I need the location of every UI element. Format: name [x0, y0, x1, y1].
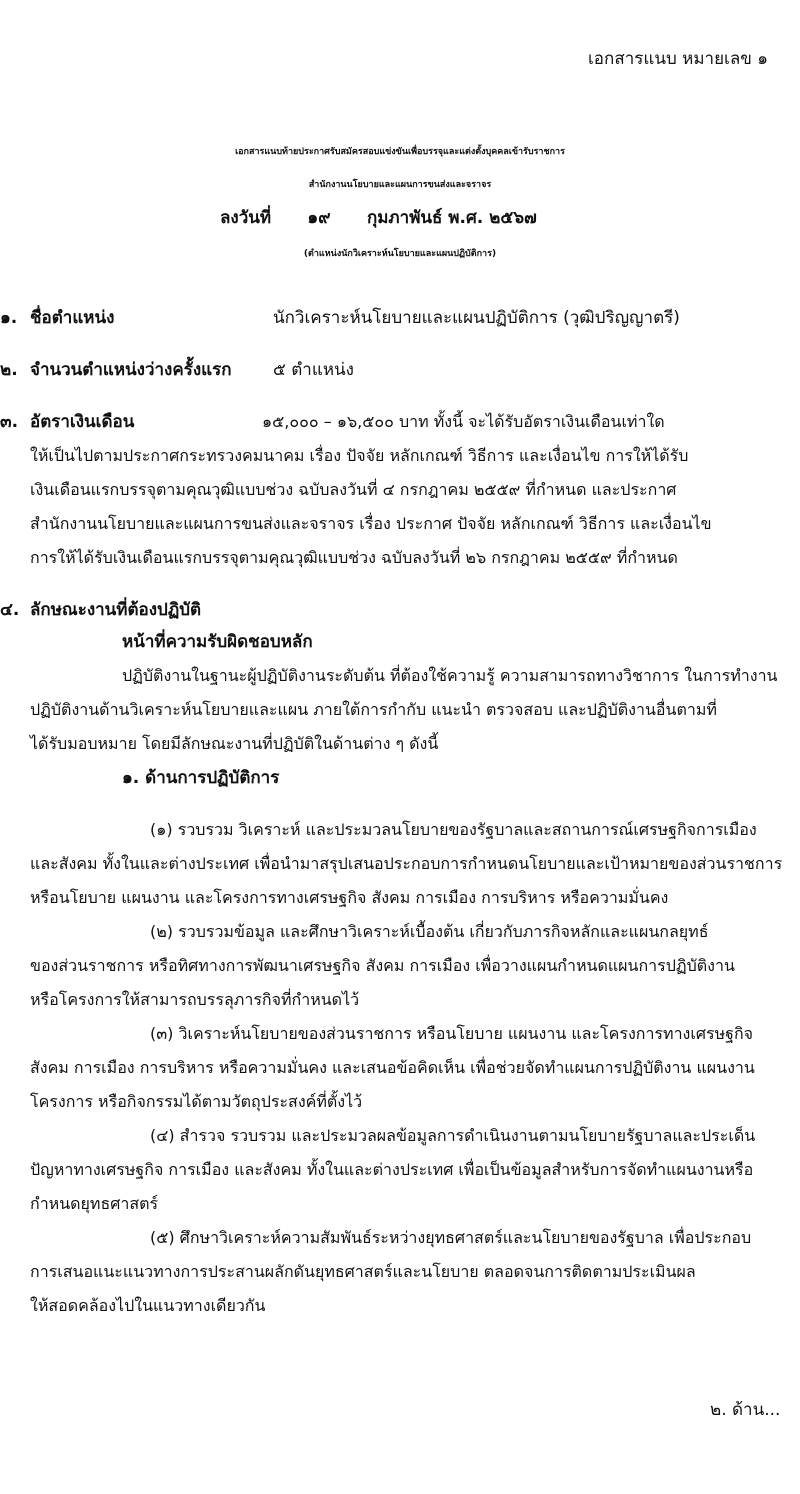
item-2-line-1: (๒) รวบรวมข้อมูล และศึกษาวิเคราะห์เบื้องต้น เกี่ยวกับภารกิจหลักและแผนกลยุทธ์	[150, 922, 709, 941]
intro-line-1: ปฏิบัติงานในฐานะผู้ปฏิบัติงานระดับต้น ที่ต้องใช้ความรู้ ความสามารถทางวิชาการ ในการทำงาน	[122, 666, 778, 685]
item-2-line-3: หรือโครงการให้สามารถบรรลุภารกิจที่กำหนดไว้	[30, 990, 360, 1009]
page-continuation: ๒. ด้าน...	[710, 1400, 781, 1420]
item-3-line-1: (๓) วิเคราะห์นโยบายของส่วนราชการ หรือนโยบาย แผนงาน และโครงการทางเศรษฐกิจ	[150, 1024, 754, 1043]
intro-line-2: ปฏิบัติงานด้านวิเคราะห์นโยบายและแผน ภายใต้การกำกับ แนะนำ ตรวจสอบ และปฏิบัติงานอื่นตามที่	[30, 700, 717, 719]
section-2-label: จำนวนตำแหน่งว่างครั้งแรก	[30, 360, 232, 380]
item-5-line-3: ให้สอดคล้องไปในแนวทางเดียวกัน	[30, 1296, 266, 1315]
attachment-number-label: เอกสารแนบ หมายเลข ๑	[588, 49, 769, 69]
responsibilities-subheading: หน้าที่ความรับผิดชอบหลัก	[122, 632, 313, 652]
heading-position: (ตำแหน่งนักวิเคราะห์นโยบายและแผนปฏิบัติการ)	[303, 249, 497, 259]
salary-range-text: ๑๕,๐๐๐ – ๑๖,๕๐๐ บาท ทั้งนี้ จะได้รับอัตราเงินเดือนเท่าใด	[262, 412, 665, 431]
heading-agency: สำนักงานนโยบายและแผนการขนส่งและจราจร	[308, 180, 492, 190]
heading-date	[220, 206, 537, 230]
section-3-number: ๓.	[0, 412, 19, 432]
item-1-line-2: และสังคม ทั้งในและต่างประเทศ เพื่อนำมาสรุปเสนอประกอบการกำหนดนโยบายและเป้าหมายของส่วนราชการ	[30, 854, 783, 873]
salary-text-line-5: การให้ได้รับเงินเดือนแรกบรรจุตามคุณวุฒิแบบช่วง ฉบับลงวันที่ ๒๖ กรกฎาคม ๒๕๕๙ ที่กำหนด	[30, 548, 678, 567]
item-5-line-1: (๕) ศึกษาวิเคราะห์ความสัมพันธ์ระหว่างยุทธศาสตร์และนโยบายของรัฐบาล เพื่อประกอบ	[150, 1228, 752, 1247]
item-3-line-2: สังคม การเมือง การบริหาร หรือความมั่นคง และเสนอข้อคิดเห็น เพื่อช่วยจัดทำแผนการปฏิบัติงาน แผนงาน	[30, 1058, 755, 1077]
item-4-line-2: ปัญหาทางเศรษฐกิจ การเมือง และสังคม ทั้งในและต่างประเทศ เพื่อเป็นข้อมูลสำหรับการจัดทำแผนงานหรือ	[30, 1160, 754, 1179]
salary-text-line-3: เงินเดือนแรกบรรจุตามคุณวุฒิแบบช่วง ฉบับลงวันที่ ๔ กรกฎาคม ๒๕๕๙ ที่กำหนด และประกาศ	[30, 480, 677, 499]
date-month-year: กุมภาพันธ์ พ.ศ. ๒๕๖๗	[366, 208, 537, 228]
salary-text-line-4: สำนักงานนโยบายและแผนการขนส่งและจราจร เรื่อง ประกาศ ปัจจัย หลักเกณฑ์ วิธีการ และเงื่อนไข	[30, 514, 712, 533]
item-2-line-2: ของส่วนราชการ หรือทิศทางการพัฒนาเศรษฐกิจ สังคม การเมือง เพื่อวางแผนกำหนดแผนการปฏิบัติงาน	[30, 956, 735, 975]
section-1-value: นักวิเคราะห์นโยบายและแผนปฏิบัติการ (วุฒิปริญญาตรี)	[273, 308, 680, 328]
item-4-line-3: กำหนดยุทธศาสตร์	[30, 1194, 159, 1213]
section-4-number: ๔.	[0, 600, 20, 620]
item-4-line-1: (๔) สำรวจ รวบรวม และประมวลผลข้อมูลการดำเนินงานตามนโยบายรัฐบาลและประเด็น	[150, 1126, 756, 1145]
item-5-line-2: การเสนอแนะแนวทางการประสานผลักดันยุทธศาสตร์และนโยบาย ตลอดจนการติดตามประเมินผล	[30, 1262, 696, 1281]
section-1-number: ๑.	[0, 308, 18, 328]
section-2-number: ๒.	[0, 360, 18, 380]
section-3-label: อัตราเงินเดือน	[30, 412, 135, 432]
intro-line-3: ได้รับมอบหมาย โดยมีลักษณะงานที่ปฏิบัติในด้านต่าง ๆ ดังนี้	[30, 734, 439, 753]
section-1-label: ชื่อตำแหน่ง	[30, 308, 115, 328]
item-1-line-1: (๑) รวบรวม วิเคราะห์ และประมวลนโยบายของรัฐบาลและสถานการณ์เศรษฐกิจการเมือง	[150, 820, 757, 839]
operations-area-heading: ๑. ด้านการปฏิบัติการ	[122, 768, 280, 788]
heading-line-1: เอกสารแนบท้ายประกาศรับสมัครสอบแข่งขันเพื่อบรรจุและแต่งตั้งบุคคลเข้ารับราชการ	[235, 147, 565, 157]
item-1-line-3: หรือนโยบาย แผนงาน และโครงการทางเศรษฐกิจ สังคม การเมือง การบริหาร หรือความมั่นคง	[30, 888, 669, 907]
section-4-label: ลักษณะงานที่ต้องปฏิบัติ	[30, 600, 202, 620]
section-2-value: ๕ ตำแหน่ง	[273, 360, 354, 380]
salary-text-line-2: ให้เป็นไปตามประกาศกระทรวงคมนาคม เรื่อง ปัจจัย หลักเกณฑ์ วิธีการ และเงื่อนไข การให้ได้รับ	[30, 446, 689, 465]
item-3-line-3: โครงการ หรือกิจกรรมได้ตามวัตถุประสงค์ที่ตั้งไว้	[30, 1092, 363, 1111]
date-prefix: ลงวันที่	[220, 208, 272, 228]
date-day: ๑๙	[307, 208, 331, 228]
